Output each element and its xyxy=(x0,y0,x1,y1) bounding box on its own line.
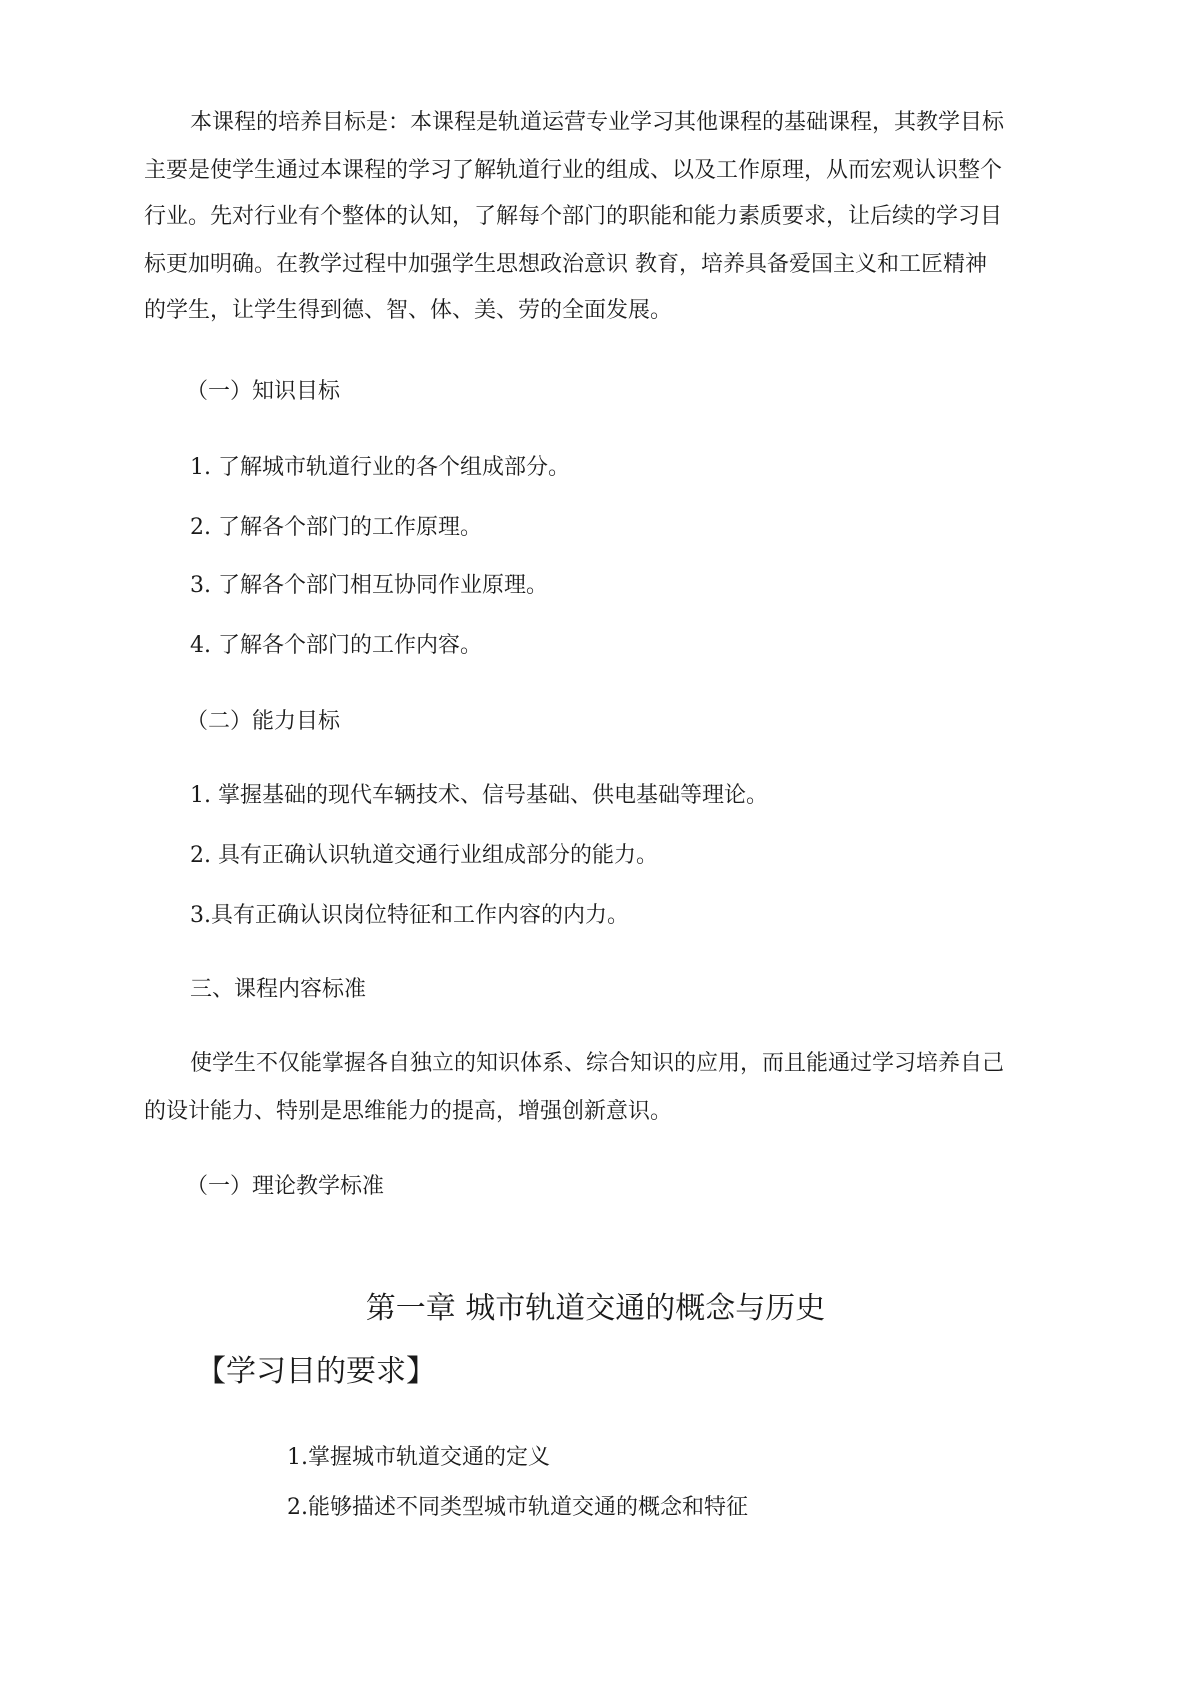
intro-line-1: 本课程的培养目标是：本课程是轨道运营专业学习其他课程的基础课程，其教学目标 xyxy=(190,110,1005,135)
knowledge-goal-item-3: 3. 了解各个部门相互协同作业原理。 xyxy=(190,573,548,598)
content-standard-line-1: 使学生不仅能掌握各自独立的知识体系、综合知识的应用，而且能通过学习培养自己 xyxy=(190,1051,1005,1076)
intro-line-3: 行业。先对行业有个整体的认知，了解每个部门的职能和能力素质要求，让后续的学习目 xyxy=(144,204,1003,229)
requirement-item-1: 1.掌握城市轨道交通的定义 xyxy=(287,1445,550,1470)
knowledge-goal-item-2: 2. 了解各个部门的工作原理。 xyxy=(190,515,482,540)
learning-requirements-heading: 【学习目的要求】 xyxy=(196,1354,436,1389)
knowledge-goal-item-1: 1. 了解城市轨道行业的各个组成部分。 xyxy=(190,455,570,480)
knowledge-goal-item-4: 4. 了解各个部门的工作内容。 xyxy=(190,633,482,658)
content-standard-heading: 三、课程内容标准 xyxy=(190,977,367,1002)
intro-line-4: 标更加明确。在教学过程中加强学生思想政治意识 教育，培养具备爱国主义和工匠精神 xyxy=(144,252,987,277)
chapter-title: 第一章 城市轨道交通的概念与历史 xyxy=(365,1291,826,1326)
ability-goals-heading: （二）能力目标 xyxy=(186,709,341,734)
requirement-item-2: 2.能够描述不同类型城市轨道交通的概念和特征 xyxy=(287,1495,748,1520)
ability-goal-item-3: 3.具有正确认识岗位特征和工作内容的内力。 xyxy=(190,903,629,928)
ability-goal-item-2: 2. 具有正确认识轨道交通行业组成部分的能力。 xyxy=(190,843,658,868)
ability-goal-item-1: 1. 掌握基础的现代车辆技术、信号基础、供电基础等理论。 xyxy=(190,783,768,808)
content-standard-line-2: 的设计能力、特别是思维能力的提高，增强创新意识。 xyxy=(144,1099,673,1124)
intro-line-2: 主要是使学生通过本课程的学习了解轨道行业的组成、以及工作原理，从而宏观认识整个 xyxy=(144,158,1003,183)
knowledge-goals-heading: （一）知识目标 xyxy=(186,379,341,404)
intro-line-5: 的学生，让学生得到德、智、体、美、劳的全面发展。 xyxy=(144,298,673,323)
theory-standard-heading: （一）理论教学标准 xyxy=(186,1174,385,1199)
